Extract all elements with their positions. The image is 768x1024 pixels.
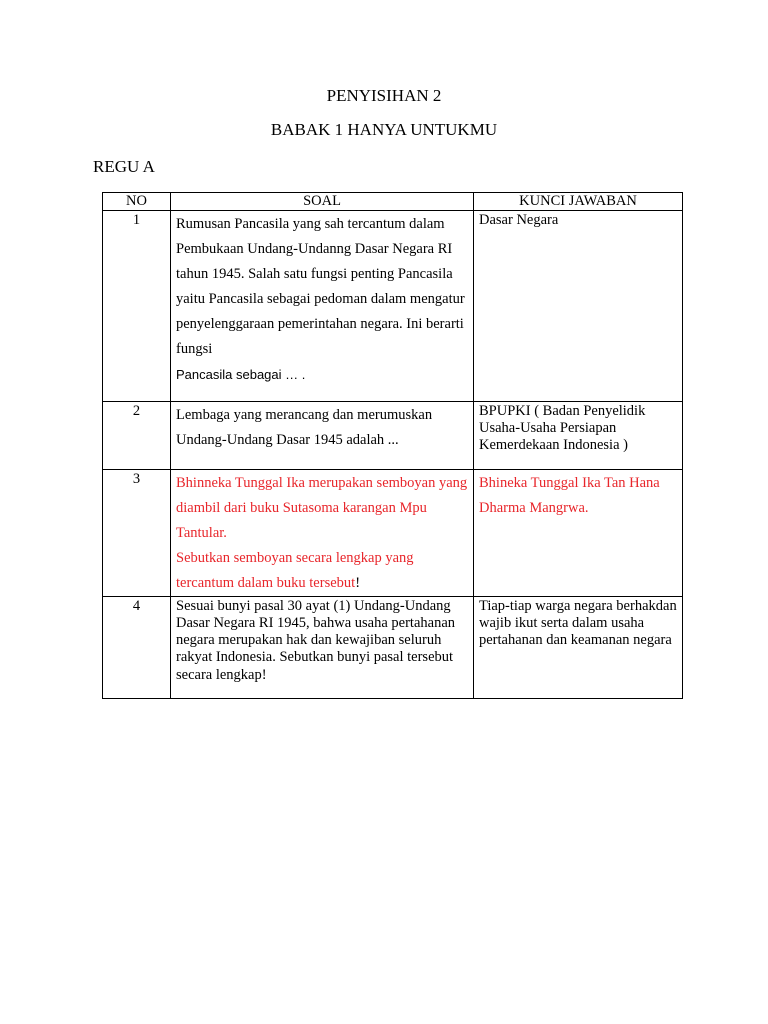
column-header-kunci-jawaban: KUNCI JAWABAN bbox=[474, 193, 683, 211]
question-cell bbox=[171, 470, 474, 597]
answer-cell: Bhineka Tunggal Ika Tan Hana Dharma Mangrwa. bbox=[474, 470, 683, 597]
column-header-soal: SOAL bbox=[171, 193, 474, 211]
group-label: REGU A bbox=[93, 157, 155, 176]
question-text: Rumusan Pancasila yang sah tercantum dalam Pembukaan Undang-Undanng Dasar Negara RI tahun 1945. Salah satu fungsi penting Pancasila yaitu Pancasila sebagai pedoman dalam mengatur penyelenggaraan pemerintahan negara. Ini berarti fungsi bbox=[176, 216, 465, 358]
table-row bbox=[103, 402, 683, 470]
row-number: 4 bbox=[103, 597, 171, 699]
answer-cell: Tiap-tiap warga negara berhakdan wajib ikut serta dalam usaha pertahanan dan keamanan negara bbox=[474, 597, 683, 699]
answer-cell: Dasar Negara bbox=[474, 211, 683, 402]
question-text: Bhinneka Tunggal Ika merupakan semboyan yang diambil dari buku Sutasoma karangan Mpu Tantular. bbox=[176, 475, 468, 542]
question-text-instruction: Sebutkan semboyan secara lengkap yang tercantum dalam buku tersebut bbox=[176, 550, 414, 592]
question-text-exclamation: ! bbox=[355, 575, 361, 592]
table-row bbox=[103, 470, 683, 597]
question-cell bbox=[171, 211, 474, 402]
answer-cell: BPUPKI ( Badan Penyelidik Usaha-Usaha Persiapan Kemerdekaan Indonesia ) bbox=[474, 402, 683, 470]
document-title: PENYISIHAN 2 bbox=[326, 86, 442, 105]
question-cell: Sesuai bunyi pasal 30 ayat (1) Undang-Undang Dasar Negara RI 1945, bahwa usaha pertahanan negara merupakan hak dan kewajiban seluruh rakyat Indonesia. Sebutkan bunyi pasal tersebut secara lengkap! bbox=[171, 597, 474, 699]
question-table bbox=[102, 192, 683, 699]
table-row bbox=[103, 211, 683, 402]
table-row bbox=[103, 597, 683, 699]
question-text-tail: Pancasila sebagai bbox=[176, 367, 282, 383]
question-text-ellipsis: … . bbox=[281, 367, 306, 383]
document-subtitle: BABAK 1 HANYA UNTUKMU bbox=[270, 120, 498, 139]
row-number: 2 bbox=[103, 402, 171, 470]
table-header-row bbox=[103, 193, 683, 211]
row-number: 1 bbox=[103, 211, 171, 402]
row-number: 3 bbox=[103, 470, 171, 597]
column-header-no: NO bbox=[103, 193, 171, 211]
question-cell: Lembaga yang merancang dan merumuskan Undang-Undang Dasar 1945 adalah ... bbox=[171, 402, 474, 470]
